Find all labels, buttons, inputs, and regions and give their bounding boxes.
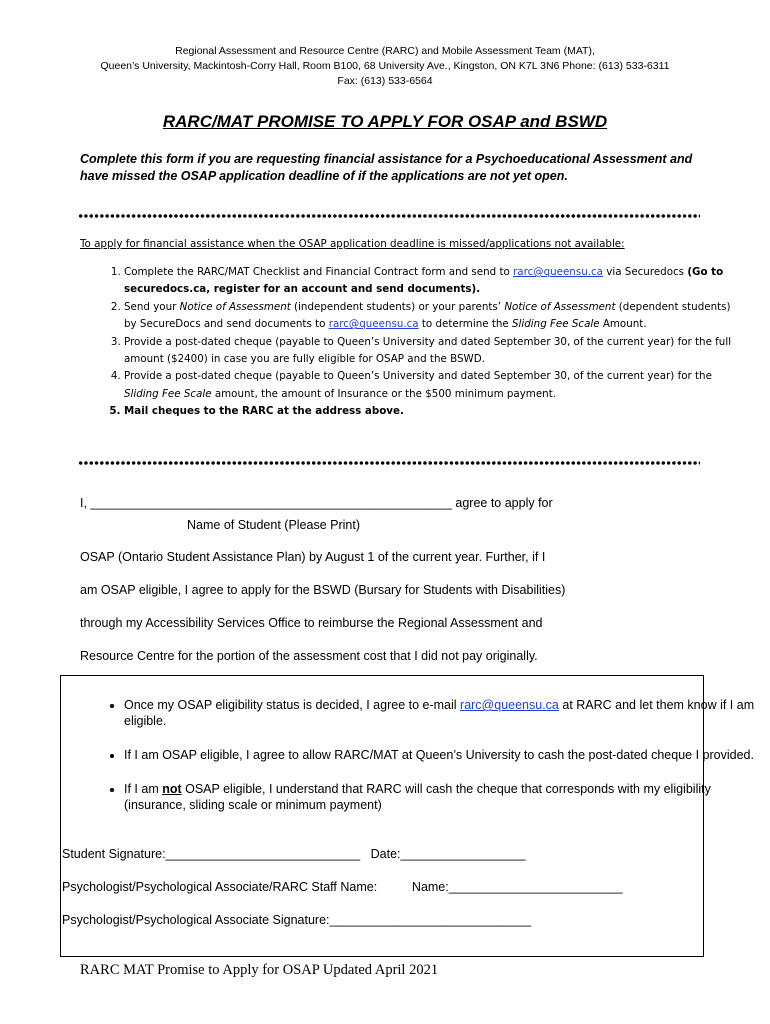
agreement-line-4: through my Accessibility Services Office to reimburse the Regional Assessment and <box>80 616 543 630</box>
step-2-italic-2: Notice of Assessment <box>504 300 616 313</box>
form-title: RARC/MAT PROMISE TO APPLY FOR OSAP and BSWD <box>162 112 608 131</box>
letterhead-line-1: Regional Assessment and Resource Centre (RARC) and Mobile Assessment Team (MAT), <box>175 45 595 57</box>
step-2-italic-3: Sliding Fee Scale <box>512 318 600 331</box>
instructions-heading: To apply for financial assistance when the OSAP application deadline is missed/applications not available: <box>80 238 625 250</box>
step-5: 5. Mail cheques to the RARC at the address above. <box>124 403 734 420</box>
agreement-line-3: am OSAP eligible, I agree to apply for the BSWD (Bursary for Students with Disabilities) <box>80 583 566 597</box>
agreement-line-5: Resource Centre for the portion of the assessment cost that I did not pay originally. <box>80 649 538 663</box>
letterhead-line-2: Queen’s University, Mackintosh-Corry Hall, Room B100, 68 University Ave., Kingston, ON K7L 3N6 Phone: (613) 533-6311 <box>100 60 670 72</box>
step-2-text-b: (independent students) or your parents’ <box>290 300 505 313</box>
agreement-line-1[interactable]: I, ____________________________________________________ agree to apply for <box>80 496 553 510</box>
step-2-italic-1: Notice of Assessment <box>179 300 291 313</box>
step-2-text-a: Send your <box>124 300 180 313</box>
letterhead-line-3: Fax: (613) 533-6564 <box>337 75 433 87</box>
step-1-text-a: Complete the RARC/MAT Checklist and Financial Contract form and send to <box>124 266 514 278</box>
email-link-step-1[interactable]: rarc@queensu.ca <box>513 266 603 278</box>
dotted-divider-bottom <box>78 461 700 465</box>
step-4-text-a: Provide a post-dated cheque (payable to Queen’s University and dated September 30, of the current year) for the <box>124 370 712 383</box>
letterhead <box>40 44 730 89</box>
student-name-label: Name of Student (Please Print) <box>187 518 360 532</box>
condition-2: • If I am OSAP eligible, I agree to allow RARC/MAT at Queen’s University to cash the post-dated cheque I provided. <box>124 747 770 763</box>
step-3: 3. Provide a post-dated cheque (payable to Queen’s University and dated September 30, of the current year) for the full amount ($2400) in case you are fully eligible for OSAP and the BSWD. <box>124 334 734 369</box>
student-signature-field[interactable]: Student Signature:____________________________ Date:__________________ <box>62 847 526 861</box>
condition-3-text-b: OSAP eligible, I understand that RARC will cash the cheque that corresponds with my eligibility (insurance, sliding scale or minimum payment) <box>124 782 711 812</box>
step-4-italic: Sliding Fee Scale <box>124 387 212 400</box>
step-2-text-d: to determine the <box>418 318 513 331</box>
step-4 <box>124 368 734 403</box>
step-1 <box>124 264 734 299</box>
condition-1-text-b: at RARC and let them know if I am eligible. <box>124 698 755 728</box>
step-1-securedocs-note: (Go to securedocs.ca, register for an account and send documents). <box>124 266 724 296</box>
email-link-condition-1[interactable]: rarc@queensu.ca <box>460 698 559 712</box>
psychologist-signature-field[interactable]: Psychologist/Psychological Associate Signature:_____________________________ <box>62 913 532 927</box>
step-1-text-b: via Securedocs <box>602 266 688 278</box>
instruction-steps <box>80 264 734 421</box>
step-2 <box>124 299 734 334</box>
condition-1-text-a: Once my OSAP eligibility status is decided, I agree to e-mail <box>124 698 461 712</box>
condition-3-not: not <box>162 782 182 796</box>
footer-note: RARC MAT Promise to Apply for OSAP Updated April 2021 <box>80 962 439 978</box>
step-2-text-e: Amount. <box>599 318 647 331</box>
step-4-text-b: amount, the amount of Insurance or the $500 minimum payment. <box>211 387 557 400</box>
agreement-line-2: OSAP (Ontario Student Assistance Plan) by August 1 of the current year. Further, if I <box>80 550 546 564</box>
condition-3-text-a: If I am <box>124 782 163 796</box>
staff-name-field[interactable]: Psychologist/Psychological Associate/RARC Staff Name: Name:_________________________ <box>62 880 623 894</box>
conditions-list <box>60 697 770 831</box>
condition-3 <box>124 781 770 813</box>
intro-text: Complete this form if you are requesting financial assistance for a Psychoeducational Assessment and have missed the OSAP application deadline of if the applications are not yet open. <box>80 152 693 183</box>
dotted-divider-top <box>78 214 700 218</box>
email-link-step-2[interactable]: rarc@queensu.ca <box>328 318 419 331</box>
condition-1 <box>124 697 770 729</box>
step-2-text-c: (dependent students) by SecureDocs and send documents to <box>124 300 731 331</box>
